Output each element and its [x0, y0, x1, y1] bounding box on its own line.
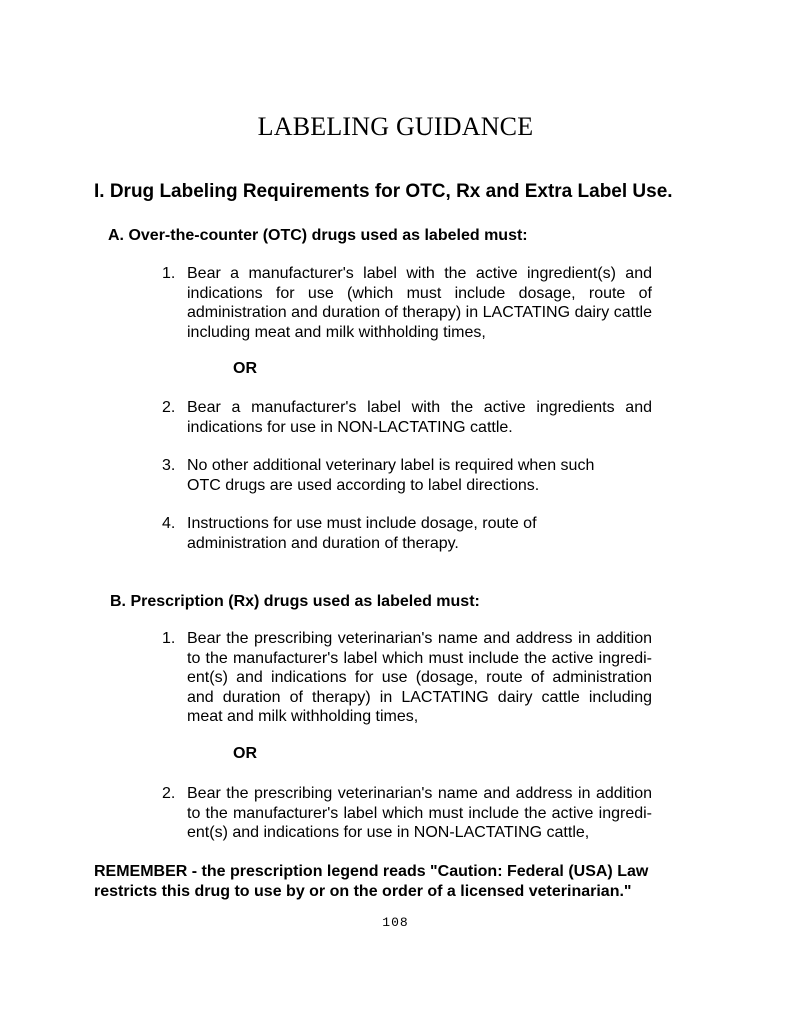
- page-title: LABELING GUIDANCE: [257, 112, 534, 141]
- item-number: 2.: [162, 785, 176, 802]
- item-number: 4.: [162, 515, 176, 532]
- item-number: 3.: [162, 457, 176, 474]
- rx-item-2: [162, 784, 652, 843]
- item-text: Bear a manufacturer's label with the active ingredients and indications for use in NON-LACTATING cattle.: [187, 399, 652, 436]
- item-text: Bear a manufacturer's label with the active ingredient(s) and indications for use (which must include dosage, route of administration and duration of therapy) in LACTATING dairy cattle including meat and milk withholding times,: [187, 265, 652, 341]
- item-text: Bear the prescribing veterinarian's name and address in addition to the manufacturer's label which must include the active ingredi-ent(s) and indications for use in NON-LACTATING cattle,: [187, 785, 652, 841]
- item-text: No other additional veterinary label is required when such OTC drugs are used according to label directions.: [187, 457, 595, 494]
- otc-heading: A. Over-the-counter (OTC) drugs used as labeled must:: [108, 227, 528, 244]
- rx-or-label: OR: [233, 745, 257, 762]
- section-heading: I. Drug Labeling Requirements for OTC, Rx and Extra Label Use.: [94, 181, 673, 202]
- otc-item-1: [162, 264, 652, 342]
- item-number: 1.: [162, 630, 176, 647]
- otc-item-4: [162, 514, 577, 553]
- rx-heading: B. Prescription (Rx) drugs used as labeled must:: [110, 593, 480, 610]
- remember-note: REMEMBER - the prescription legend reads "Caution: Federal (USA) Law restricts this drug to use by or on the order of a licensed veterinarian.": [94, 863, 649, 900]
- otc-or-label: OR: [233, 360, 257, 377]
- item-number: 1.: [162, 265, 176, 282]
- page-number: 108: [382, 915, 409, 930]
- otc-item-2: [162, 398, 652, 437]
- item-text: Bear the prescribing veterinarian's name and address in addition to the manufacturer's label which must include the active ingredi-ent(s) and indications for use (dosage, route of administration and duration of therapy) in LACTATING dairy cattle including meat and milk withholding times,: [187, 630, 652, 725]
- item-number: 2.: [162, 399, 176, 416]
- otc-item-3: [162, 456, 627, 495]
- rx-item-1: [162, 629, 652, 727]
- item-text: Instructions for use must include dosage, route of administration and duration of therapy.: [187, 515, 537, 552]
